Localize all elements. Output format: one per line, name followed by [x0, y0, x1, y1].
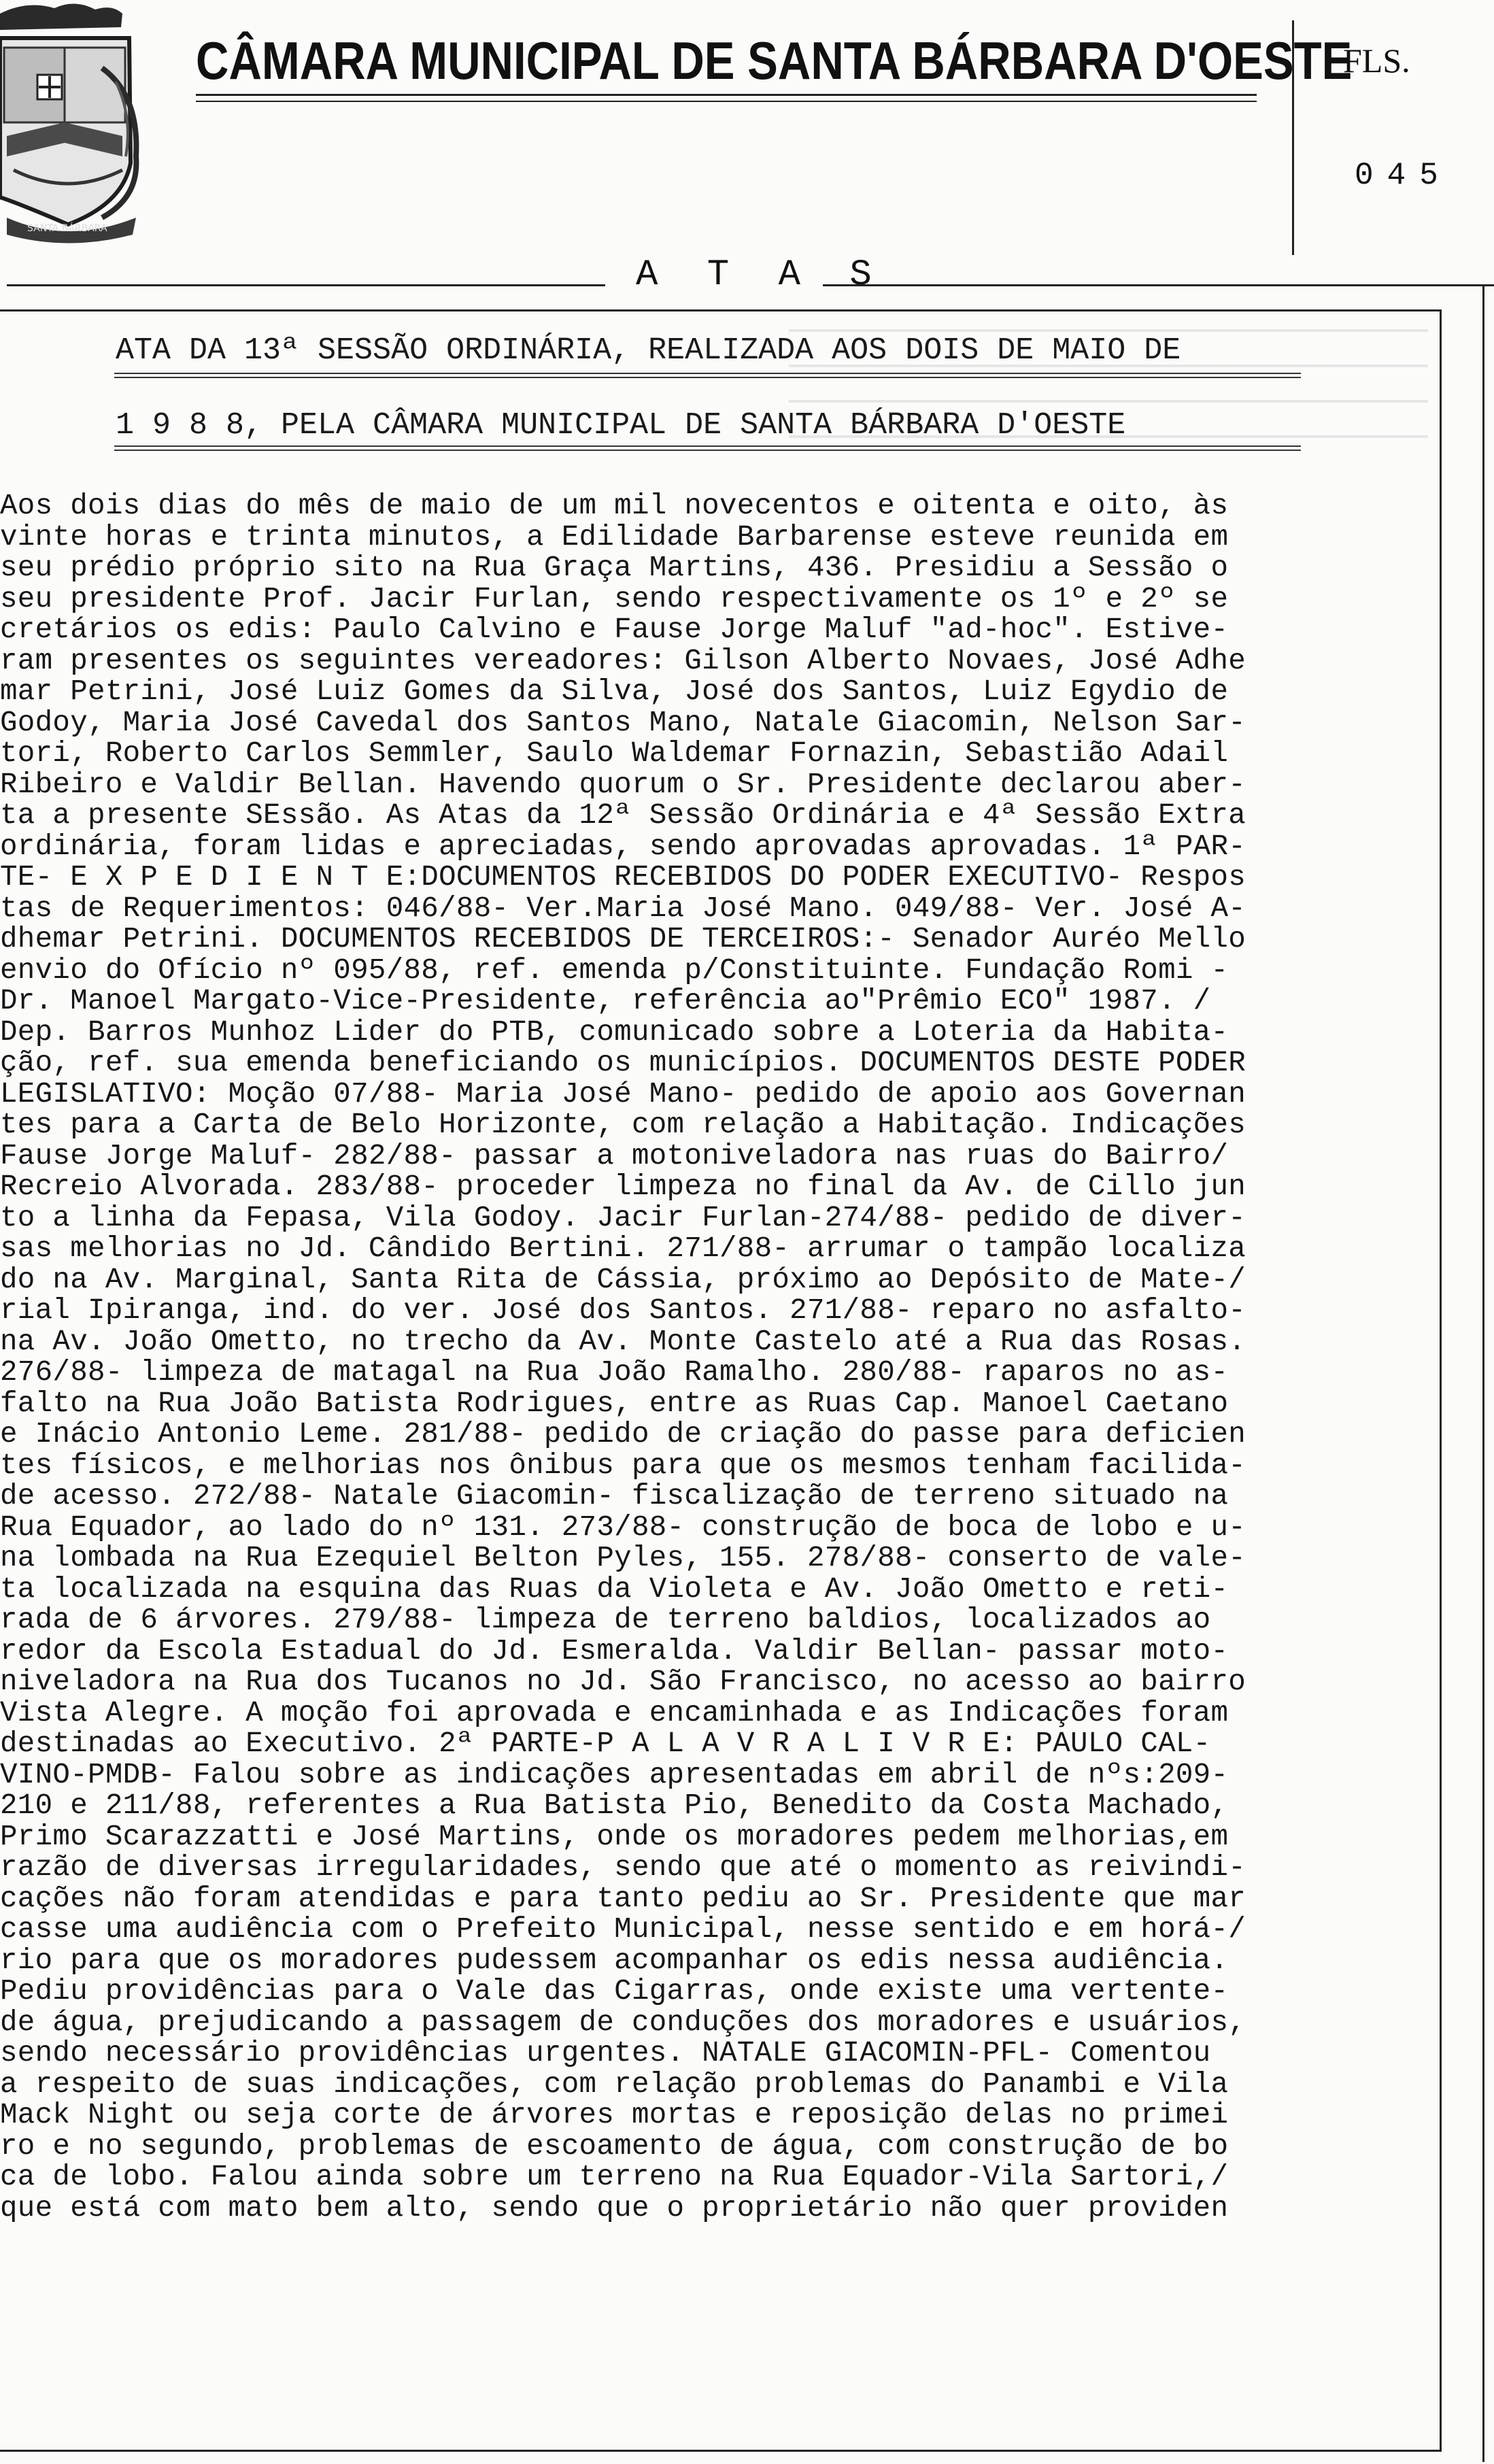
body-line: na Av. João Ometto, no trecho da Av. Monte Castelo até a Rua das Rosas.	[0, 1325, 1246, 1358]
body-line: do na Av. Marginal, Santa Rita de Cássia, próximo ao Depósito de Mate-/	[0, 1263, 1246, 1296]
subject-line-1: ATA DA 13ª SESSÃO ORDINÁRIA, REALIZADA AOS DOIS DE MAIO DE	[116, 333, 1181, 368]
body-line: dhemar Petrini. DOCUMENTOS RECEBIDOS DE TERCEIROS:- Senador Auréo Mello	[0, 923, 1246, 956]
body-line: ordinária, foram lidas e apreciadas, sendo aprovadas aprovadas. 1ª PAR-	[0, 830, 1246, 863]
folio-number: 045	[1355, 158, 1452, 193]
body-line: Pediu providências para o Vale das Cigarras, onde existe uma vertente-	[0, 1975, 1229, 2008]
body-line: Primo Scarazzatti e José Martins, onde os moradores pedem melhorias,em	[0, 1820, 1229, 1853]
svg-text:SANTA BÁRBARA: SANTA BÁRBARA	[27, 223, 107, 234]
body-line: to a linha da Fepasa, Vila Godoy. Jacir Furlan-274/88- pedido de diver-	[0, 1201, 1246, 1234]
body-line: 210 e 211/88, referentes a Rua Batista Pio, Benedito da Costa Machado,	[0, 1789, 1229, 1822]
subject-double-rule-1	[114, 373, 1301, 378]
body-line: Ribeiro e Valdir Bellan. Havendo quorum o Sr. Presidente declarou aber-	[0, 768, 1246, 801]
institution-title: CÂMARA MUNICIPAL DE SANTA BÁRBARA D'OESTE	[196, 31, 1353, 90]
body-line: vinte horas e trinta minutos, a Edilidade Barbarense esteve reunida em	[0, 520, 1229, 554]
body-line: envio do Ofício nº 095/88, ref. emenda p/Constituinte. Fundação Romi -	[0, 953, 1229, 987]
body-line: rial Ipiranga, ind. do ver. José dos Santos. 271/88- reparo no asfalto-	[0, 1294, 1246, 1327]
body-line: casse uma audiência com o Prefeito Municipal, nesse sentido e em horá-/	[0, 1913, 1246, 1946]
body-line: a respeito de suas indicações, com relação problemas do Panambi e Vila	[0, 2068, 1229, 2101]
body-line: ção, ref. sua emenda beneficiando os municípios. DOCUMENTOS DESTE PODER	[0, 1047, 1246, 1079]
body-line: redor da Escola Estadual do Jd. Esmeralda. Valdir Bellan- passar moto-	[0, 1634, 1229, 1668]
body-line: Recreio Alvorada. 283/88- proceder limpeza no final da Av. de Cillo jun	[0, 1170, 1246, 1203]
body-line: cações não foram atendidas e para tanto pediu ao Sr. Presidente que mar	[0, 1882, 1246, 1915]
body-line: razão de diversas irregularidades, sendo que até o momento as reivindi-	[0, 1851, 1246, 1884]
body-line: na lombada na Rua Ezequiel Belton Pyles, 155. 278/88- conserto de vale-	[0, 1542, 1246, 1574]
body-line: Rua Equador, ao lado do nº 131. 273/88- construção de boca de lobo e u-	[0, 1511, 1246, 1544]
body-line: tori, Roberto Carlos Semmler, Saulo Waldemar Fornazin, Sebastião Adail	[0, 737, 1229, 770]
body-line: tes para a Carta de Belo Horizonte, com relação a Habitação. Indicações	[0, 1109, 1246, 1141]
body-line: de água, prejudicando a passagem de conduções dos moradores e usuários,	[0, 2006, 1246, 2039]
section-rule-left	[7, 284, 605, 286]
body-line: rada de 6 árvores. 279/88- limpeza de terreno baldios, localizados ao	[0, 1604, 1211, 1636]
folio-label: FLS.	[1343, 41, 1410, 80]
body-line: Godoy, Maria José Cavedal dos Santos Mano, Natale Giacomin, Nelson Sar-	[0, 706, 1246, 739]
body-line: tas de Requerimentos: 046/88- Ver.Maria José Mano. 049/88- Ver. José A-	[0, 892, 1246, 925]
body-line: sendo necessário providências urgentes. NATALE GIACOMIN-PFL- Comentou	[0, 2037, 1211, 2070]
header-underline-secondary	[196, 101, 1257, 102]
coat-of-arms-icon	[0, 0, 146, 245]
header-underline	[196, 94, 1257, 96]
body-line: TE- E X P E D I E N T E:DOCUMENTOS RECEBIDOS DO PODER EXECUTIVO- Respos	[0, 861, 1246, 894]
body-line: sas melhorias no Jd. Cândido Bertini. 271/88- arrumar o tampão localiza	[0, 1232, 1246, 1265]
body-line: cretários os edis: Paulo Calvino e Fause Jorge Maluf "ad-hoc". Estive-	[0, 613, 1229, 646]
body-line: Dep. Barros Munhoz Lider do PTB, comunicado sobre a Loteria da Habita-	[0, 1015, 1229, 1049]
body-line: Fause Jorge Maluf- 282/88- passar a motoniveladora nas ruas do Bairro/	[0, 1139, 1229, 1172]
body-line: tes físicos, e melhorias nos ônibus para que os mesmos tenham facilida-	[0, 1449, 1246, 1482]
body-line: ca de lobo. Falou ainda sobre um terreno na Rua Equador-Vila Sartori,/	[0, 2161, 1229, 2193]
body-line: e Inácio Antonio Leme. 281/88- pedido de criação do passe para deficien	[0, 1418, 1246, 1451]
body-line: falto na Rua João Batista Rodrigues, entre as Ruas Cap. Manoel Caetano	[0, 1387, 1229, 1420]
section-rule-right	[823, 284, 1494, 286]
body-line: Aos dois dias do mês de maio de um mil novecentos e oitenta e oito, às	[0, 491, 1229, 522]
body-line: niveladora na Rua dos Tucanos no Jd. São Francisco, no acesso ao bairro	[0, 1666, 1246, 1698]
body-line: destinadas ao Executivo. 2ª PARTE-P A L A V R A L I V R E: PAULO CAL-	[0, 1727, 1211, 1760]
header-vertical-separator	[1292, 20, 1294, 255]
body-line: rio para que os moradores pudessem acompanhar os edis nessa audiência.	[0, 1944, 1229, 1977]
body-line: Vista Alegre. A moção foi aprovada e encaminhada e as Indicações foram	[0, 1696, 1229, 1729]
body-line: ram presentes os seguintes vereadores: Gilson Alberto Novaes, José Adhe	[0, 644, 1246, 677]
body-line: de acesso. 272/88- Natale Giacomin- fiscalização de terreno situado na	[0, 1480, 1229, 1513]
body-line: seu prédio próprio sito na Rua Graça Martins, 436. Presidiu a Sessão o	[0, 552, 1229, 584]
body-line: seu presidente Prof. Jacir Furlan, sendo respectivamente os 1º e 2º se	[0, 582, 1229, 615]
body-line: Dr. Manoel Margato-Vice-Presidente, referência ao"Prêmio ECO" 1987. /	[0, 985, 1211, 1017]
body-line: ro e no segundo, problemas de escoamento de água, com construção de bo	[0, 2129, 1229, 2163]
body-line: Mack Night ou seja corte de árvores mortas e reposição delas no primei	[0, 2099, 1229, 2131]
subject-line-2: 1 9 8 8, PELA CÂMARA MUNICIPAL DE SANTA BÁRBARA D'OESTE	[116, 408, 1126, 443]
body-line: ta a presente SEssão. As Atas da 12ª Sessão Ordinária e 4ª Sessão Extra	[0, 799, 1246, 832]
minutes-body	[0, 491, 1448, 2224]
body-line: LEGISLATIVO: Moção 07/88- Maria José Mano- pedido de apoio aos Governan	[0, 1077, 1246, 1111]
body-line: mar Petrini, José Luiz Gomes da Silva, José dos Santos, Luiz Egydio de	[0, 675, 1229, 708]
page-edge-border	[1482, 286, 1484, 2462]
body-line: 276/88- limpeza de matagal na Rua João Ramalho. 280/88- raparos no as-	[0, 1356, 1229, 1389]
section-title: A T A S	[636, 254, 885, 296]
subject-double-rule-2	[114, 445, 1301, 451]
body-line: ta localizada na esquina das Ruas da Violeta e Av. João Ometto e reti-	[0, 1572, 1229, 1606]
body-line: VINO-PMDB- Falou sobre as indicações apresentadas em abril de nºs:209-	[0, 1758, 1229, 1791]
body-line: que está com mato bem alto, sendo que o proprietário não quer providen	[0, 2191, 1229, 2224]
